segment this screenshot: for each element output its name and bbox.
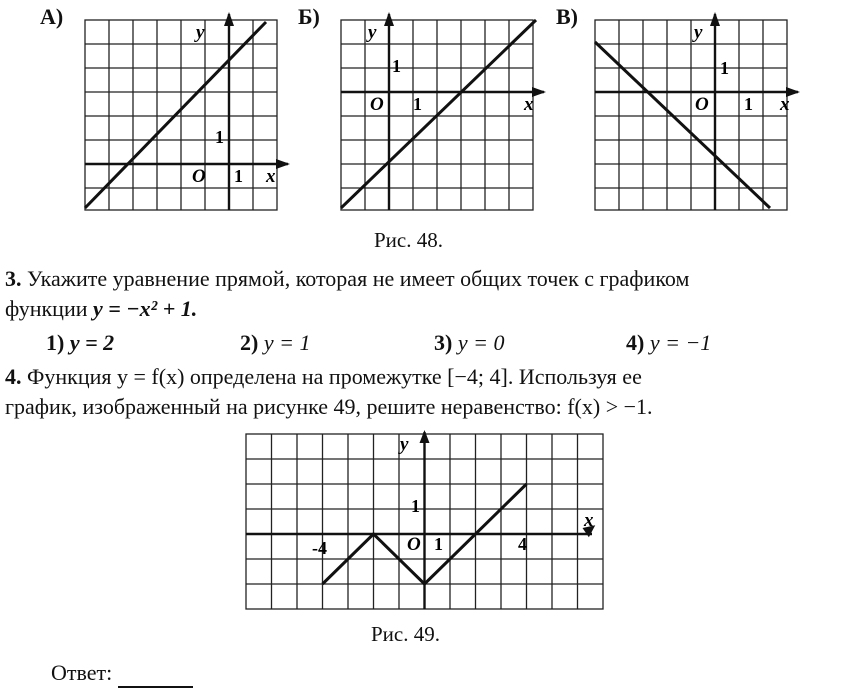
option-1: 1) y = 2 [46,330,115,355]
origin-label: O [370,94,384,115]
panel-a-label: А) [40,4,64,29]
panel-c-label: В) [556,4,578,29]
panel-b-label: Б) [298,4,320,29]
unit-y-label: 1 [215,127,224,147]
x-axis-label: x [266,166,276,187]
question-3-text: Укажите уравнение прямой, которая не имеет общих точек с графиком [27,266,690,291]
question-3-line-2 [5,294,197,324]
answer-label: Ответ: [51,660,113,685]
tick-label-4: 4 [518,534,527,554]
answer-blank[interactable] [118,664,193,688]
unit-x-label: 1 [413,94,422,114]
unit-x-label: 1 [234,166,243,186]
question-3-formula: y = −x² + 1. [93,296,198,321]
option-4: 4) y = −1 [626,330,712,355]
x-axis-label: x [780,94,790,115]
origin-label: O [407,534,421,555]
question-3-number: 3. [5,266,22,291]
unit-x-label: 1 [744,94,753,114]
figure-49-graph [240,430,610,615]
x-axis-label: x [524,94,534,115]
question-4-line-1 [5,362,642,392]
unit-y-label: 1 [720,58,729,78]
x-axis-label: x [584,510,594,531]
y-axis-label: y [400,434,409,455]
y-axis-label: y [196,22,205,43]
origin-label: O [695,94,709,115]
figure-48-caption: Рис. 48. [374,228,443,252]
panel-b-graph [340,12,546,212]
question-4-line-2: график, изображенный на рисунке 49, решите неравенство: f(x) > −1. [5,394,653,419]
question-4-number: 4. [5,364,22,389]
question-3-line-1 [5,264,689,294]
option-2: 2) y = 1 [240,330,311,355]
line-graph [595,42,770,208]
option-3: 3) y = 0 [434,330,505,355]
figure-49-caption: Рис. 49. [371,622,440,646]
question-4-text: Функция y = f(x) определена на промежутке [−4; 4]. Используя ее [27,364,642,389]
panel-c-graph [594,12,800,212]
answer-row [51,658,193,688]
unit-y-label: 1 [392,56,401,76]
tick-label-neg4: -4 [312,538,327,558]
y-axis-label: y [694,22,703,43]
origin-label: O [192,166,206,187]
y-axis-label: y [368,22,377,43]
tick-label-x1: 1 [434,534,443,554]
tick-label-y1: 1 [411,496,420,516]
panel-a-graph [84,12,290,212]
question-3-prefix: функции [5,296,88,321]
